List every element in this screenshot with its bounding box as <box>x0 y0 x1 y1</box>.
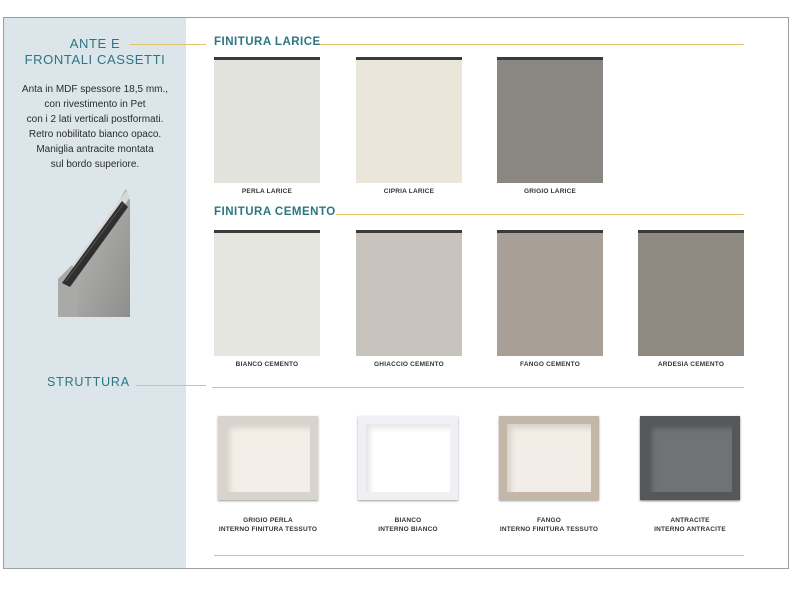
description-line: con i 2 lati verticali postformati. <box>26 114 164 125</box>
cabinet-label-line2: INTERNO ANTRACITE <box>654 526 726 533</box>
sidebar-panel <box>4 18 186 568</box>
swatch-label: ARDESIA CEMENTO <box>657 361 725 368</box>
cabinet-label-line1: FANGO <box>536 517 562 524</box>
swatch-cipria-larice <box>356 57 462 183</box>
swatch-label: GHIACCIO CEMENTO <box>374 361 444 368</box>
swatch-label: FANGO CEMENTO <box>520 361 580 368</box>
divider <box>130 44 206 45</box>
description-line: Retro nobilitato bianco opaco. <box>28 129 162 140</box>
divider <box>336 214 744 215</box>
section-title-cemento: FINITURA CEMENTO <box>214 206 336 218</box>
cabinet-label <box>193 516 343 534</box>
cabinet-label <box>474 516 624 534</box>
section-title-larice: FINITURA LARICE <box>214 36 321 48</box>
sidebar-title-line2: FRONTALI CASSETTI <box>24 52 166 67</box>
cabinet-label-line1: BIANCO <box>394 517 422 524</box>
cabinet-label-line2: INTERNO FINITURA TESSUTO <box>499 526 599 533</box>
cabinet-label <box>615 516 765 534</box>
swatch-ghiaccio-cemento <box>356 230 462 356</box>
cabinet-label-line1: GRIGIO PERLA <box>243 517 293 524</box>
divider <box>136 385 206 386</box>
swatch-label: BIANCO CEMENTO <box>235 361 299 368</box>
divider <box>318 44 744 45</box>
sidebar-title <box>4 36 186 68</box>
cabinet-bianco <box>358 416 458 500</box>
cabinet-label-line1: ANTRACITE <box>670 517 710 524</box>
sidebar-description <box>4 82 186 172</box>
cabinet-label <box>333 516 483 534</box>
sidebar-title-line1: ANTE E <box>69 36 121 51</box>
handle-detail-image <box>48 183 138 318</box>
cabinet-antracite <box>640 416 740 500</box>
description-line: sul bordo superiore. <box>50 159 140 170</box>
swatch-label: PERLA LARICE <box>241 188 293 195</box>
cabinet-label-line2: INTERNO FINITURA TESSUTO <box>218 526 318 533</box>
swatch-grigio-larice <box>497 57 603 183</box>
cabinet-fango <box>499 416 599 500</box>
swatch-ardesia-cemento <box>638 230 744 356</box>
description-line: Anta in MDF spessore 18,5 mm., <box>21 84 169 95</box>
swatch-bianco-cemento <box>214 230 320 356</box>
cabinet-label-line2: INTERNO BIANCO <box>378 526 438 533</box>
description-line: con rivestimento in Pet <box>44 99 146 110</box>
swatch-label: GRIGIO LARICE <box>523 188 577 195</box>
description-line: Maniglia antracite montata <box>36 144 154 155</box>
divider <box>212 387 744 388</box>
swatch-label: CIPRIA LARICE <box>383 188 435 195</box>
swatch-fango-cemento <box>497 230 603 356</box>
divider <box>214 555 744 556</box>
swatch-perla-larice <box>214 57 320 183</box>
struttura-title: STRUTTURA <box>47 375 130 389</box>
cabinet-grigio-perla <box>218 416 318 500</box>
